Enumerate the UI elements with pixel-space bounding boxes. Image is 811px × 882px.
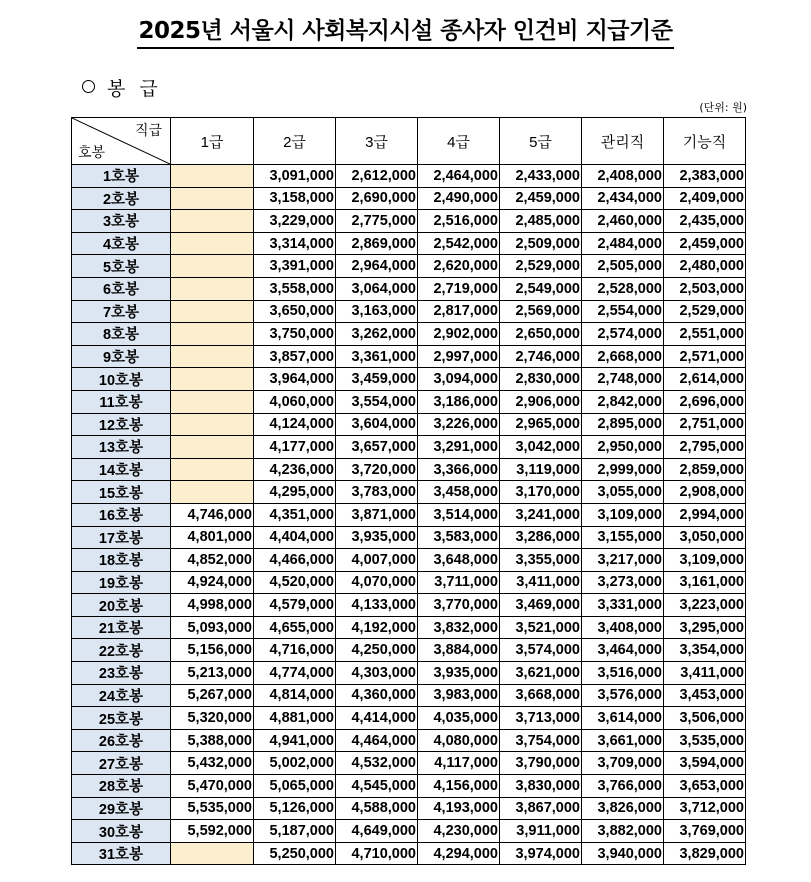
- salary-cell: 3,867,000: [500, 797, 582, 820]
- salary-cell: 2,842,000: [582, 390, 664, 413]
- salary-cell: 2,505,000: [582, 255, 664, 278]
- salary-cell: 2,529,000: [500, 255, 582, 278]
- salary-cell: 2,574,000: [582, 323, 664, 346]
- table-row: [72, 549, 746, 572]
- salary-cell: 4,801,000: [171, 526, 254, 549]
- salary-cell: 2,906,000: [500, 390, 582, 413]
- salary-cell: 3,657,000: [336, 436, 418, 459]
- column-header: 5급: [500, 118, 582, 165]
- salary-cell: 4,774,000: [254, 662, 336, 685]
- salary-cell: 4,117,000: [418, 752, 500, 775]
- table-row: [72, 345, 746, 368]
- column-header: 1급: [171, 118, 254, 165]
- salary-cell: 5,470,000: [171, 775, 254, 798]
- salary-cell: 3,516,000: [582, 662, 664, 685]
- salary-cell: 3,229,000: [254, 210, 336, 233]
- salary-cell: 4,814,000: [254, 684, 336, 707]
- salary-cell: 5,592,000: [171, 820, 254, 843]
- column-header: 4급: [418, 118, 500, 165]
- salary-cell: 3,155,000: [582, 526, 664, 549]
- salary-cell: 5,535,000: [171, 797, 254, 820]
- salary-cell: 3,884,000: [418, 639, 500, 662]
- row-label-cell: 20호봉: [72, 594, 171, 617]
- salary-cell: 3,295,000: [664, 616, 746, 639]
- salary-cell: 2,434,000: [582, 187, 664, 210]
- salary-cell: 3,882,000: [582, 820, 664, 843]
- salary-cell: 2,503,000: [664, 277, 746, 300]
- salary-cell: 3,223,000: [664, 594, 746, 617]
- column-header: 기능직: [664, 118, 746, 165]
- salary-cell: 3,790,000: [500, 752, 582, 775]
- salary-cell: 3,583,000: [418, 526, 500, 549]
- row-label-cell: 17호봉: [72, 526, 171, 549]
- salary-cell: 4,649,000: [336, 820, 418, 843]
- salary-cell: 3,506,000: [664, 707, 746, 730]
- section-label: 봉 급: [107, 78, 162, 100]
- salary-cell: 3,050,000: [664, 526, 746, 549]
- row-label-cell: 16호봉: [72, 503, 171, 526]
- salary-cell: 4,579,000: [254, 594, 336, 617]
- salary-cell: 4,060,000: [254, 390, 336, 413]
- salary-cell: 4,080,000: [418, 729, 500, 752]
- row-label-cell: 29호봉: [72, 797, 171, 820]
- salary-cell: 3,826,000: [582, 797, 664, 820]
- empty-cell: [171, 390, 254, 413]
- salary-cell: 5,187,000: [254, 820, 336, 843]
- salary-cell: 3,711,000: [418, 571, 500, 594]
- document-title-text: 2025년 서울시 사회복지시설 종사자 인건비 지급기준: [137, 12, 675, 49]
- salary-cell: 2,748,000: [582, 368, 664, 391]
- salary-cell: 5,432,000: [171, 752, 254, 775]
- header-row: [72, 118, 746, 165]
- table-row: [72, 277, 746, 300]
- salary-cell: 4,070,000: [336, 571, 418, 594]
- salary-cell: 2,485,000: [500, 210, 582, 233]
- salary-cell: 3,391,000: [254, 255, 336, 278]
- salary-cell: 3,935,000: [418, 662, 500, 685]
- column-header: 관리직: [582, 118, 664, 165]
- salary-cell: 4,746,000: [171, 503, 254, 526]
- salary-cell: 5,093,000: [171, 616, 254, 639]
- table-row: [72, 752, 746, 775]
- corner-grade-label: 직급: [134, 122, 162, 138]
- salary-cell: 2,408,000: [582, 165, 664, 188]
- salary-cell: 3,574,000: [500, 639, 582, 662]
- salary-cell: 3,514,000: [418, 503, 500, 526]
- salary-cell: 5,250,000: [254, 842, 336, 865]
- salary-cell: 4,295,000: [254, 481, 336, 504]
- salary-cell: 2,464,000: [418, 165, 500, 188]
- empty-cell: [171, 458, 254, 481]
- salary-cell: 2,409,000: [664, 187, 746, 210]
- salary-cell: 2,997,000: [418, 345, 500, 368]
- table-row: [72, 594, 746, 617]
- table-row: [72, 639, 746, 662]
- row-label-cell: 19호봉: [72, 571, 171, 594]
- row-label-cell: 27호봉: [72, 752, 171, 775]
- row-label-cell: 1호봉: [72, 165, 171, 188]
- salary-cell: 4,193,000: [418, 797, 500, 820]
- salary-cell: 2,775,000: [336, 210, 418, 233]
- salary-cell: 3,217,000: [582, 549, 664, 572]
- table-row: [72, 458, 746, 481]
- empty-cell: [171, 255, 254, 278]
- salary-cell: 3,769,000: [664, 820, 746, 843]
- row-label-cell: 10호봉: [72, 368, 171, 391]
- section-heading: [82, 74, 162, 101]
- salary-cell: 3,750,000: [254, 323, 336, 346]
- empty-cell: [171, 368, 254, 391]
- salary-cell: 5,320,000: [171, 707, 254, 730]
- salary-cell: 3,354,000: [664, 639, 746, 662]
- salary-cell: 3,594,000: [664, 752, 746, 775]
- table-row: [72, 707, 746, 730]
- salary-cell: 3,935,000: [336, 526, 418, 549]
- table-row: [72, 842, 746, 865]
- salary-cell: 4,716,000: [254, 639, 336, 662]
- salary-cell: 4,007,000: [336, 549, 418, 572]
- empty-cell: [171, 323, 254, 346]
- salary-cell: 2,719,000: [418, 277, 500, 300]
- salary-cell: 3,648,000: [418, 549, 500, 572]
- salary-cell: 5,156,000: [171, 639, 254, 662]
- salary-cell: 3,783,000: [336, 481, 418, 504]
- table-row: [72, 662, 746, 685]
- salary-cell: 2,542,000: [418, 232, 500, 255]
- salary-cell: 3,064,000: [336, 277, 418, 300]
- row-label-cell: 15호봉: [72, 481, 171, 504]
- salary-cell: 3,273,000: [582, 571, 664, 594]
- salary-cell: 2,964,000: [336, 255, 418, 278]
- salary-cell: 3,614,000: [582, 707, 664, 730]
- salary-cell: 3,314,000: [254, 232, 336, 255]
- row-label-cell: 24호봉: [72, 684, 171, 707]
- salary-cell: 2,830,000: [500, 368, 582, 391]
- salary-cell: 2,569,000: [500, 300, 582, 323]
- empty-cell: [171, 842, 254, 865]
- row-label-cell: 6호봉: [72, 277, 171, 300]
- table-row: [72, 368, 746, 391]
- salary-cell: 4,520,000: [254, 571, 336, 594]
- salary-cell: 4,133,000: [336, 594, 418, 617]
- salary-cell: 4,294,000: [418, 842, 500, 865]
- table-row: [72, 413, 746, 436]
- table-row: [72, 503, 746, 526]
- salary-cell: 4,532,000: [336, 752, 418, 775]
- salary-cell: 4,192,000: [336, 616, 418, 639]
- salary-cell: 2,528,000: [582, 277, 664, 300]
- row-label-cell: 12호봉: [72, 413, 171, 436]
- table-row: [72, 775, 746, 798]
- row-label-cell: 31호봉: [72, 842, 171, 865]
- salary-cell: 4,360,000: [336, 684, 418, 707]
- salary-cell: 3,331,000: [582, 594, 664, 617]
- salary-cell: 4,230,000: [418, 820, 500, 843]
- salary-cell: 3,091,000: [254, 165, 336, 188]
- salary-cell: 4,941,000: [254, 729, 336, 752]
- row-label-cell: 5호봉: [72, 255, 171, 278]
- row-label-cell: 30호봉: [72, 820, 171, 843]
- row-label-cell: 9호봉: [72, 345, 171, 368]
- salary-cell: 2,554,000: [582, 300, 664, 323]
- table-row: [72, 323, 746, 346]
- salary-cell: 3,832,000: [418, 616, 500, 639]
- salary-cell: 3,653,000: [664, 775, 746, 798]
- table-row: [72, 232, 746, 255]
- column-header: 3급: [336, 118, 418, 165]
- table-row: [72, 616, 746, 639]
- salary-cell: 5,213,000: [171, 662, 254, 685]
- table-row: [72, 820, 746, 843]
- row-label-cell: 13호봉: [72, 436, 171, 459]
- salary-cell: 4,404,000: [254, 526, 336, 549]
- row-label-cell: 28호봉: [72, 775, 171, 798]
- salary-cell: 2,999,000: [582, 458, 664, 481]
- salary-cell: 2,795,000: [664, 436, 746, 459]
- empty-cell: [171, 187, 254, 210]
- salary-cell: 3,829,000: [664, 842, 746, 865]
- row-label-cell: 22호봉: [72, 639, 171, 662]
- table-body: [72, 165, 746, 865]
- salary-cell: 2,509,000: [500, 232, 582, 255]
- salary-cell: 3,650,000: [254, 300, 336, 323]
- table-row: [72, 684, 746, 707]
- salary-cell: 3,558,000: [254, 277, 336, 300]
- table-row: [72, 729, 746, 752]
- salary-cell: 5,065,000: [254, 775, 336, 798]
- salary-cell: 3,163,000: [336, 300, 418, 323]
- salary-cell: 4,351,000: [254, 503, 336, 526]
- salary-cell: 2,435,000: [664, 210, 746, 233]
- salary-cell: 3,286,000: [500, 526, 582, 549]
- salary-cell: 3,158,000: [254, 187, 336, 210]
- table-row: [72, 526, 746, 549]
- row-label-cell: 11호봉: [72, 390, 171, 413]
- salary-cell: 2,690,000: [336, 187, 418, 210]
- salary-cell: 2,751,000: [664, 413, 746, 436]
- salary-cell: 4,250,000: [336, 639, 418, 662]
- salary-cell: 4,177,000: [254, 436, 336, 459]
- salary-cell: 3,712,000: [664, 797, 746, 820]
- row-label-cell: 18호봉: [72, 549, 171, 572]
- salary-cell: 2,746,000: [500, 345, 582, 368]
- salary-cell: 2,696,000: [664, 390, 746, 413]
- salary-cell: 4,924,000: [171, 571, 254, 594]
- salary-cell: 3,411,000: [664, 662, 746, 685]
- salary-cell: 3,042,000: [500, 436, 582, 459]
- salary-cell: 2,571,000: [664, 345, 746, 368]
- salary-cell: 3,964,000: [254, 368, 336, 391]
- salary-cell: 2,950,000: [582, 436, 664, 459]
- empty-cell: [171, 300, 254, 323]
- salary-cell: 3,366,000: [418, 458, 500, 481]
- salary-cell: 3,770,000: [418, 594, 500, 617]
- column-header: 2급: [254, 118, 336, 165]
- empty-cell: [171, 436, 254, 459]
- salary-cell: 3,857,000: [254, 345, 336, 368]
- empty-cell: [171, 232, 254, 255]
- table-row: [72, 255, 746, 278]
- table-row: [72, 210, 746, 233]
- salary-cell: 2,516,000: [418, 210, 500, 233]
- salary-cell: 2,859,000: [664, 458, 746, 481]
- row-label-cell: 3호봉: [72, 210, 171, 233]
- salary-cell: 3,453,000: [664, 684, 746, 707]
- salary-cell: 2,433,000: [500, 165, 582, 188]
- salary-cell: 4,124,000: [254, 413, 336, 436]
- salary-cell: 2,902,000: [418, 323, 500, 346]
- salary-cell: 5,002,000: [254, 752, 336, 775]
- salary-cell: 2,529,000: [664, 300, 746, 323]
- row-label-cell: 7호봉: [72, 300, 171, 323]
- salary-cell: 3,459,000: [336, 368, 418, 391]
- salary-cell: 3,713,000: [500, 707, 582, 730]
- salary-cell: 3,361,000: [336, 345, 418, 368]
- row-label-cell: 8호봉: [72, 323, 171, 346]
- salary-cell: 2,965,000: [500, 413, 582, 436]
- salary-cell: 3,262,000: [336, 323, 418, 346]
- salary-cell: 3,766,000: [582, 775, 664, 798]
- salary-cell: 4,588,000: [336, 797, 418, 820]
- salary-cell: 3,055,000: [582, 481, 664, 504]
- salary-cell: 3,355,000: [500, 549, 582, 572]
- salary-cell: 3,535,000: [664, 729, 746, 752]
- salary-cell: 4,655,000: [254, 616, 336, 639]
- empty-cell: [171, 277, 254, 300]
- table-row: [72, 436, 746, 459]
- salary-cell: 3,521,000: [500, 616, 582, 639]
- empty-cell: [171, 481, 254, 504]
- row-label-cell: 14호봉: [72, 458, 171, 481]
- corner-header-cell: [72, 118, 171, 165]
- salary-table: [71, 117, 746, 865]
- corner-step-label: 호봉: [78, 144, 106, 160]
- salary-cell: 3,408,000: [582, 616, 664, 639]
- table-row: [72, 187, 746, 210]
- salary-cell: 3,974,000: [500, 842, 582, 865]
- salary-cell: 3,170,000: [500, 481, 582, 504]
- salary-cell: 3,661,000: [582, 729, 664, 752]
- salary-cell: 4,414,000: [336, 707, 418, 730]
- salary-cell: 4,998,000: [171, 594, 254, 617]
- salary-cell: 2,551,000: [664, 323, 746, 346]
- empty-cell: [171, 165, 254, 188]
- table-row: [72, 481, 746, 504]
- table-row: [72, 300, 746, 323]
- salary-cell: 3,458,000: [418, 481, 500, 504]
- salary-cell: 3,576,000: [582, 684, 664, 707]
- salary-cell: 4,710,000: [336, 842, 418, 865]
- salary-cell: 2,994,000: [664, 503, 746, 526]
- salary-cell: 2,895,000: [582, 413, 664, 436]
- salary-cell: 3,911,000: [500, 820, 582, 843]
- salary-cell: 3,464,000: [582, 639, 664, 662]
- salary-cell: 2,549,000: [500, 277, 582, 300]
- salary-cell: 5,388,000: [171, 729, 254, 752]
- salary-cell: 4,545,000: [336, 775, 418, 798]
- salary-cell: 2,459,000: [664, 232, 746, 255]
- salary-cell: 3,186,000: [418, 390, 500, 413]
- empty-cell: [171, 210, 254, 233]
- salary-cell: 3,109,000: [582, 503, 664, 526]
- salary-cell: 3,469,000: [500, 594, 582, 617]
- salary-cell: 4,035,000: [418, 707, 500, 730]
- row-label-cell: 23호봉: [72, 662, 171, 685]
- salary-cell: 4,881,000: [254, 707, 336, 730]
- salary-cell: 3,109,000: [664, 549, 746, 572]
- salary-cell: 5,126,000: [254, 797, 336, 820]
- circle-bullet-icon: [82, 80, 95, 93]
- salary-cell: 3,871,000: [336, 503, 418, 526]
- empty-cell: [171, 345, 254, 368]
- salary-cell: 4,236,000: [254, 458, 336, 481]
- row-label-cell: 25호봉: [72, 707, 171, 730]
- salary-cell: 3,830,000: [500, 775, 582, 798]
- salary-cell: 2,460,000: [582, 210, 664, 233]
- salary-cell: 3,411,000: [500, 571, 582, 594]
- table-row: [72, 571, 746, 594]
- salary-cell: 2,480,000: [664, 255, 746, 278]
- salary-cell: 3,720,000: [336, 458, 418, 481]
- salary-cell: 2,484,000: [582, 232, 664, 255]
- salary-cell: 4,464,000: [336, 729, 418, 752]
- salary-cell: 2,383,000: [664, 165, 746, 188]
- salary-cell: 2,668,000: [582, 345, 664, 368]
- salary-cell: 3,983,000: [418, 684, 500, 707]
- salary-cell: 3,940,000: [582, 842, 664, 865]
- row-label-cell: 26호봉: [72, 729, 171, 752]
- salary-cell: 3,226,000: [418, 413, 500, 436]
- salary-cell: 3,094,000: [418, 368, 500, 391]
- empty-cell: [171, 413, 254, 436]
- salary-cell: 2,869,000: [336, 232, 418, 255]
- row-label-cell: 21호봉: [72, 616, 171, 639]
- salary-cell: 4,303,000: [336, 662, 418, 685]
- salary-cell: 4,156,000: [418, 775, 500, 798]
- salary-cell: 2,612,000: [336, 165, 418, 188]
- salary-cell: 3,291,000: [418, 436, 500, 459]
- table-row: [72, 165, 746, 188]
- document-title: [0, 12, 811, 49]
- salary-cell: 2,490,000: [418, 187, 500, 210]
- salary-cell: 3,241,000: [500, 503, 582, 526]
- salary-cell: 3,668,000: [500, 684, 582, 707]
- salary-cell: 2,650,000: [500, 323, 582, 346]
- salary-cell: 3,161,000: [664, 571, 746, 594]
- salary-cell: 3,754,000: [500, 729, 582, 752]
- table-row: [72, 390, 746, 413]
- salary-cell: 2,908,000: [664, 481, 746, 504]
- row-label-cell: 4호봉: [72, 232, 171, 255]
- row-label-cell: 2호봉: [72, 187, 171, 210]
- salary-cell: 3,554,000: [336, 390, 418, 413]
- table-row: [72, 797, 746, 820]
- salary-cell: 2,614,000: [664, 368, 746, 391]
- salary-cell: 2,817,000: [418, 300, 500, 323]
- salary-cell: 3,119,000: [500, 458, 582, 481]
- salary-cell: 3,621,000: [500, 662, 582, 685]
- salary-cell: 5,267,000: [171, 684, 254, 707]
- salary-cell: 3,604,000: [336, 413, 418, 436]
- salary-cell: 3,709,000: [582, 752, 664, 775]
- salary-cell: 4,466,000: [254, 549, 336, 572]
- salary-cell: 2,620,000: [418, 255, 500, 278]
- salary-cell: 2,459,000: [500, 187, 582, 210]
- unit-note: (단위: 원): [699, 101, 747, 114]
- salary-cell: 4,852,000: [171, 549, 254, 572]
